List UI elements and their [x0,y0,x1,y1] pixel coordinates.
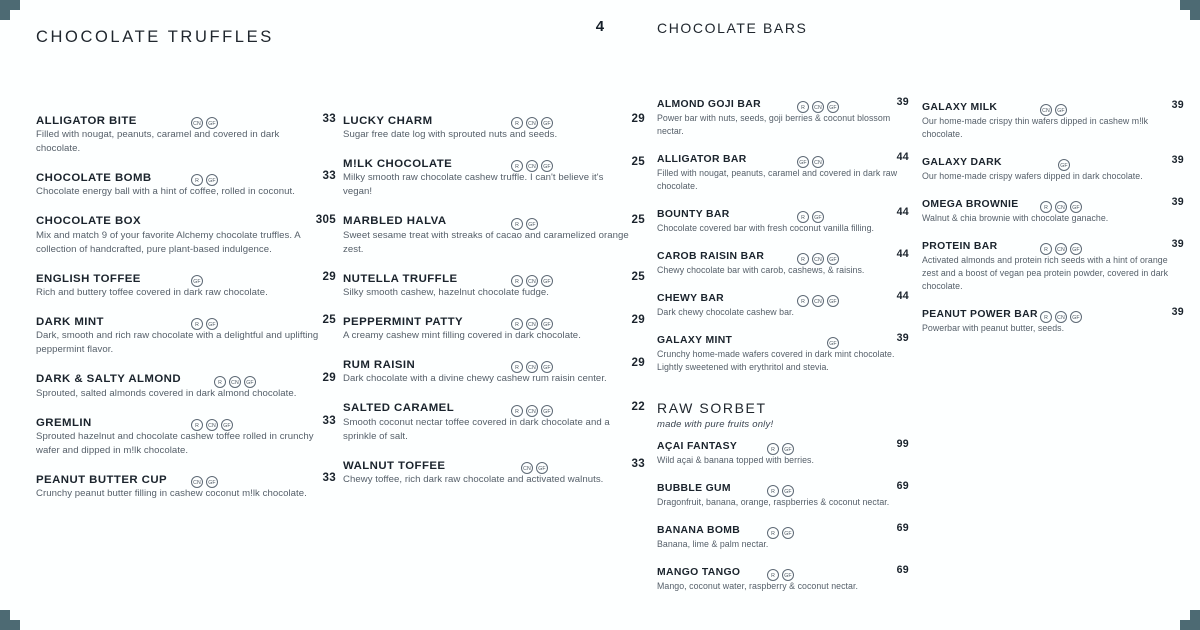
menu-item-description: Powerbar with peanut butter, seeds. [922,323,1065,333]
dietary-badge-gf-icon: GF [536,462,548,474]
menu-item-header [657,151,909,165]
dietary-badge-cn-icon: CN [1055,243,1067,255]
dietary-badge-r-icon: R [511,318,523,330]
dietary-badge-group [827,332,842,350]
menu-item-price: 39 [1171,196,1184,208]
menu-item [922,196,1184,225]
menu-item-price: 29 [322,370,336,384]
menu-item-price: 39 [896,96,909,108]
menu-item-name: ALLIGATOR BITE [36,114,137,127]
section-heading: RAW SORBET [657,400,767,416]
menu-item-price: 29 [631,313,645,327]
menu-item-name: PEANUT POWER BAR [922,309,1038,321]
dietary-badge-gf-icon: GF [206,117,218,129]
dietary-badge-gf-icon: GF [782,485,794,497]
dietary-badge-r-icon: R [511,405,523,417]
menu-item-description: Chewy toffee, rich dark raw chocolate and activated walnuts. [343,474,604,486]
menu-item-description: A creamy cashew mint filling covered in dark chocolate. [343,330,581,342]
menu-item-header [657,522,909,536]
dietary-badge-gf-icon: GF [1055,104,1067,116]
menu-item-description: Sugar free date log with sprouted nuts and seeds. [343,129,558,140]
menu-item-name: AÇAI FANTASY [657,441,738,453]
dietary-badge-group [191,313,221,331]
menu-item-description: Dark chocolate with a divine chewy cashew rum raisin center. [343,373,607,385]
dietary-badge-r-icon: R [797,295,809,307]
menu-item-price: 25 [631,155,645,169]
menu-item-price: 25 [631,212,645,226]
dietary-badge-gf-icon: GF [541,275,553,287]
menu-item-header [922,306,1184,320]
menu-item [343,213,645,257]
menu-item-price: 25 [631,270,645,284]
dietary-badge-r-icon: R [767,443,779,455]
dietary-badge-gf-icon: GF [782,527,794,539]
menu-item-header [657,564,909,578]
menu-item-header [343,112,645,126]
dietary-badge-cn-icon: CN [526,361,538,373]
dietary-badge-cn-icon: CN [526,275,538,287]
dietary-badge-group [511,313,556,331]
menu-item-description: Filled with nougat, peanuts, caramel and covered in dark raw chocolate. [657,168,898,191]
menu-item [36,270,336,300]
menu-item-header [36,471,336,485]
dietary-badge-cn-icon: CN [521,462,533,474]
menu-item [343,356,645,386]
dietary-badge-group [191,471,221,489]
menu-item-name: ENGLISH TOFFEE [36,272,141,285]
menu-item-header [36,371,336,385]
section-heading: CHOCOLATE TRUFFLES [36,28,274,46]
menu-item [657,290,909,319]
menu-item-description: Crunchy peanut butter filling in cashew coconut m!lk chocolate. [36,488,307,500]
menu-item [657,248,909,277]
menu-item-header [343,270,645,284]
menu-item-description: Rich and buttery toffee covered in dark raw chocolate. [36,287,268,299]
dietary-badge-group [511,400,556,418]
dietary-badge-cn-icon: CN [1055,311,1067,323]
menu-item-list [36,112,336,514]
menu-item [36,414,336,458]
menu-item-header [922,99,1184,113]
dietary-badge-gf-icon: GF [1070,243,1082,255]
dietary-badge-gf-icon: GF [526,218,538,230]
menu-item [657,522,909,551]
menu-item-name: CHOCOLATE BOX [36,215,141,228]
menu-item [343,457,645,487]
dietary-badge-r-icon: R [511,361,523,373]
menu-item-name: NUTELLA TRUFFLE [343,272,458,285]
dietary-badge-group [1040,306,1085,324]
dietary-badge-group [511,356,556,374]
menu-item-name: DARK MINT [36,315,104,328]
menu-item-name: PEANUT BUTTER CUP [36,474,168,486]
dietary-badge-gf-icon: GF [541,117,553,129]
menu-item-price: 39 [896,332,909,344]
menu-item-header [343,356,645,370]
menu-item-price: 33 [322,112,336,125]
dietary-badge-gf-icon: GF [827,337,839,349]
menu-item-description: Smooth coconut nectar toffee covered in dark chocolate and a sprinkle of salt. [343,416,610,442]
dietary-badge-group [767,480,797,498]
menu-item [343,400,645,444]
dietary-badge-gf-icon: GF [191,275,203,287]
menu-item [922,154,1184,183]
menu-item-description: Chewy chocolate bar with carob, cashews, & raisins. [657,265,865,275]
menu-item [36,371,336,401]
menu-item [657,480,909,509]
dietary-badge-group [1040,238,1085,256]
dietary-badge-group [797,248,842,266]
dietary-badge-group [214,371,259,389]
menu-item-price: 22 [631,399,645,413]
menu-item-description: Our home-made crispy wafers dipped in dark chocolate. [922,171,1143,181]
menu-item [343,155,645,199]
menu-item-description: Sprouted hazelnut and chocolate cashew toffee rolled in crunchy wafer and dipped in m!lk chocolate. [36,430,314,457]
dietary-badge-cn-icon: CN [1055,201,1067,213]
menu-item-name: CHEWY BAR [657,293,725,305]
menu-item-description: Crunchy home-made wafers covered in dark mint chocolate. Lightly sweetened with erythritol and stevia. [657,349,895,372]
dietary-badge-cn-icon: CN [229,376,241,388]
dietary-badge-gf-icon: GF [1070,201,1082,213]
dietary-badge-gf-icon: GF [1070,311,1082,323]
dietary-badge-gf-icon: GF [221,419,233,431]
menu-item-description: Walnut & chia brownie with chocolate ganache. [922,213,1109,223]
menu-item-name: RUM RAISIN [343,359,416,372]
dietary-badge-group [511,270,556,288]
dietary-badge-group [191,414,236,432]
menu-item-description: Banana, lime & palm nectar. [657,539,769,549]
dietary-badge-gf-icon: GF [206,476,218,488]
dietary-badge-group [797,151,827,169]
menu-item-price: 25 [322,313,336,327]
menu-item-name: M!LK CHOCOLATE [343,157,453,170]
dietary-badge-group [191,270,206,288]
dietary-badge-cn-icon: CN [526,318,538,330]
menu-item-header [36,313,336,327]
dietary-badge-cn-icon: CN [191,476,203,488]
dietary-badge-group [767,438,797,456]
menu-item-price: 39 [1171,154,1184,166]
menu-item-name: ALLIGATOR BAR [657,154,747,166]
menu-item [343,112,645,142]
dietary-badge-gf-icon: GF [782,443,794,455]
menu-item-name: CAROB RAISIN BAR [657,251,765,263]
menu-item [657,438,909,467]
menu-item-price: 29 [631,112,645,125]
menu-item-price: 99 [896,438,909,450]
menu-item-header [343,313,645,327]
dietary-badge-gf-icon: GF [797,156,809,168]
menu-item-price: 44 [896,248,909,260]
dietary-badge-r-icon: R [1040,311,1052,323]
dietary-badge-group [1058,154,1073,172]
dietary-badge-cn-icon: CN [191,117,203,129]
dietary-badge-r-icon: R [191,174,203,186]
menu-item-description: Dark chewy chocolate cashew bar. [657,307,795,317]
dietary-badge-cn-icon: CN [812,156,824,168]
menu-item-price: 33 [631,457,645,471]
menu-item-header [657,248,909,262]
dietary-badge-group [767,564,797,582]
dietary-badge-r-icon: R [1040,243,1052,255]
menu-item-price: 69 [896,522,909,534]
menu-item-name: SALTED CARAMEL [343,402,455,415]
menu-item [657,332,909,374]
dietary-badge-cn-icon: CN [526,117,538,129]
menu-item-name: GALAXY MILK [922,102,998,114]
menu-item-header [343,213,645,227]
menu-item-header [657,290,909,304]
menu-item-price: 29 [322,270,336,284]
dietary-badge-group [191,169,221,187]
menu-item [36,169,336,199]
menu-item-name: MANGO TANGO [657,567,741,579]
dietary-badge-gf-icon: GF [782,569,794,581]
menu-item-description: Chocolate energy ball with a hint of coffee, rolled in coconut. [36,186,295,198]
menu-item-header [36,112,336,126]
dietary-badge-r-icon: R [797,211,809,223]
dietary-badge-cn-icon: CN [526,405,538,417]
dietary-badge-group [191,112,221,130]
menu-item-description: Silky smooth cashew, hazelnut chocolate fudge. [343,287,550,299]
menu-item-header [343,457,645,471]
dietary-badge-r-icon: R [191,318,203,330]
corner-mark-bottom-right [1172,602,1200,630]
menu-item [36,112,336,156]
menu-item-header [657,206,909,220]
menu-item-name: GREMLIN [36,416,92,429]
menu-item-price: 44 [896,290,909,302]
dietary-badge-cn-icon: CN [812,253,824,265]
dietary-badge-r-icon: R [511,117,523,129]
menu-item [922,238,1184,293]
menu-item-list [922,99,1184,348]
dietary-badge-gf-icon: GF [827,101,839,113]
menu-item-name: BANANA BOMB [657,525,741,537]
menu-item-header [343,400,645,414]
dietary-badge-r-icon: R [511,218,523,230]
menu-item [657,564,909,593]
menu-item-description: Wild açai & banana topped with berries. [657,455,814,465]
menu-item-price: 39 [1171,99,1184,111]
menu-item-name: PROTEIN BAR [922,241,998,253]
menu-item-header [657,96,909,110]
menu-item-description: Filled with nougat, peanuts, caramel and covered in dark chocolate. [36,129,280,155]
dietary-badge-r-icon: R [797,101,809,113]
dietary-badge-gf-icon: GF [541,160,553,172]
menu-item-description: Chocolate covered bar with fresh coconut vanilla filling. [657,223,875,233]
menu-item-header [922,196,1184,210]
menu-item-price: 44 [896,206,909,218]
dietary-badge-r-icon: R [767,485,779,497]
menu-item [922,306,1184,335]
menu-item-description: Mango, coconut water, raspberry & coconut nectar. [657,581,858,591]
menu-item [657,206,909,235]
dietary-badge-gf-icon: GF [1058,159,1070,171]
dietary-badge-gf-icon: GF [541,318,553,330]
menu-item-list [343,112,645,500]
menu-item [922,99,1184,141]
menu-item-price: 33 [322,169,336,183]
menu-item [36,213,336,257]
dietary-badge-group [1040,99,1070,117]
menu-item-description: Dragonfruit, banana, orange, raspberries & coconut nectar. [657,497,890,507]
dietary-badge-group [797,96,842,114]
menu-item-name: DARK & SALTY ALMOND [36,373,182,386]
dietary-badge-cn-icon: CN [526,160,538,172]
menu-item-name: BUBBLE GUM [657,483,731,495]
menu-item-header [36,414,336,428]
dietary-badge-r-icon: R [511,160,523,172]
menu-item [657,96,909,138]
menu-item-description: Milky smooth raw chocolate cashew truffle. I can't believe it's vegan! [343,172,604,198]
menu-item-name: LUCKY CHARM [343,114,433,127]
dietary-badge-group [797,290,842,308]
dietary-badge-gf-icon: GF [827,295,839,307]
menu-item [657,151,909,193]
menu-item-description: Power bar with nuts, seeds, goji berries & coconut blossom nectar. [657,113,891,136]
menu-item [36,313,336,357]
menu-item-description: Dark, smooth and rich raw chocolate with a delightful and uplifting peppermint flavor. [36,330,319,356]
dietary-badge-cn-icon: CN [812,295,824,307]
menu-item-name: BOUNTY BAR [657,209,730,221]
menu-item-name: MARBLED HALVA [343,215,447,228]
dietary-badge-gf-icon: GF [541,361,553,373]
menu-item-name: GALAXY DARK [922,157,1002,169]
section-heading: CHOCOLATE BARS [657,20,808,36]
menu-item [343,313,645,343]
dietary-badge-gf-icon: GF [206,174,218,186]
menu-item-header [922,154,1184,168]
dietary-badge-group [767,522,797,540]
dietary-badge-cn-icon: CN [206,419,218,431]
menu-item-name: PEPPERMINT PATTY [343,315,464,328]
menu-item-header [657,332,909,346]
dietary-badge-r-icon: R [767,569,779,581]
menu-item [36,471,336,501]
menu-item-name: WALNUT TOFFEE [343,459,446,472]
menu-item-header [922,238,1184,252]
dietary-badge-r-icon: R [1040,201,1052,213]
dietary-badge-cn-icon: CN [812,101,824,113]
menu-item-price: 39 [1171,238,1184,250]
menu-item-header [657,480,909,494]
dietary-badge-gf-icon: GF [244,376,256,388]
menu-item-price: 33 [322,471,336,485]
menu-item-header [343,155,645,169]
menu-item-header [36,213,336,227]
dietary-badge-gf-icon: GF [812,211,824,223]
menu-item-name: OMEGA BROWNIE [922,199,1019,211]
menu-item-price: 29 [631,356,645,370]
menu-item-list [657,438,909,606]
menu-item-header [36,169,336,183]
menu-item-name: CHOCOLATE BOMB [36,172,152,185]
page-number: 4 [595,18,605,35]
menu-item-list [657,96,909,387]
menu-item-name: GALAXY MINT [657,335,733,347]
dietary-badge-gf-icon: GF [541,405,553,417]
dietary-badge-r-icon: R [511,275,523,287]
dietary-badge-group [797,206,827,224]
menu-item-description: Sweet sesame treat with streaks of cacao and caramelized orange zest. [343,229,629,255]
menu-item-header [657,438,909,452]
menu-item-price: 305 [315,212,336,226]
dietary-badge-cn-icon: CN [1040,104,1052,116]
dietary-badge-gf-icon: GF [827,253,839,265]
menu-item-description: Mix and match 9 of your favorite Alchemy chocolate truffles. A collection of handcrafted, pure plant-based indulgence. [36,229,301,255]
dietary-badge-r-icon: R [214,376,226,388]
dietary-badge-r-icon: R [767,527,779,539]
dietary-badge-gf-icon: GF [206,318,218,330]
menu-item-price: 39 [1171,306,1184,318]
menu-item-price: 69 [896,480,909,492]
dietary-badge-group [1040,196,1085,214]
dietary-badge-group [511,213,541,231]
menu-item-description: Sprouted, salted almonds covered in dark almond chocolate. [36,387,297,399]
menu-item-price: 44 [896,151,909,163]
menu-item [343,270,645,300]
corner-mark-bottom-left [0,602,28,630]
section-subtitle: made with pure fruits only! [657,419,774,430]
menu-item-description: Activated almonds and protein rich seeds with a hint of orange zest and a boost of vegan pea protein powder, covered in dark chocolate. [922,255,1169,291]
dietary-badge-group [521,457,551,475]
dietary-badge-group [511,112,556,130]
dietary-badge-r-icon: R [797,253,809,265]
dietary-badge-group [511,155,556,173]
menu-item-header [36,270,336,284]
menu-item-name: ALMOND GOJI BAR [657,99,761,111]
menu-item-price: 33 [322,413,336,427]
dietary-badge-r-icon: R [191,419,203,431]
menu-item-description: Our home-made crispy thin wafers dipped in cashew m!lk chocolate. [922,116,1149,139]
menu-item-price: 69 [896,564,909,576]
